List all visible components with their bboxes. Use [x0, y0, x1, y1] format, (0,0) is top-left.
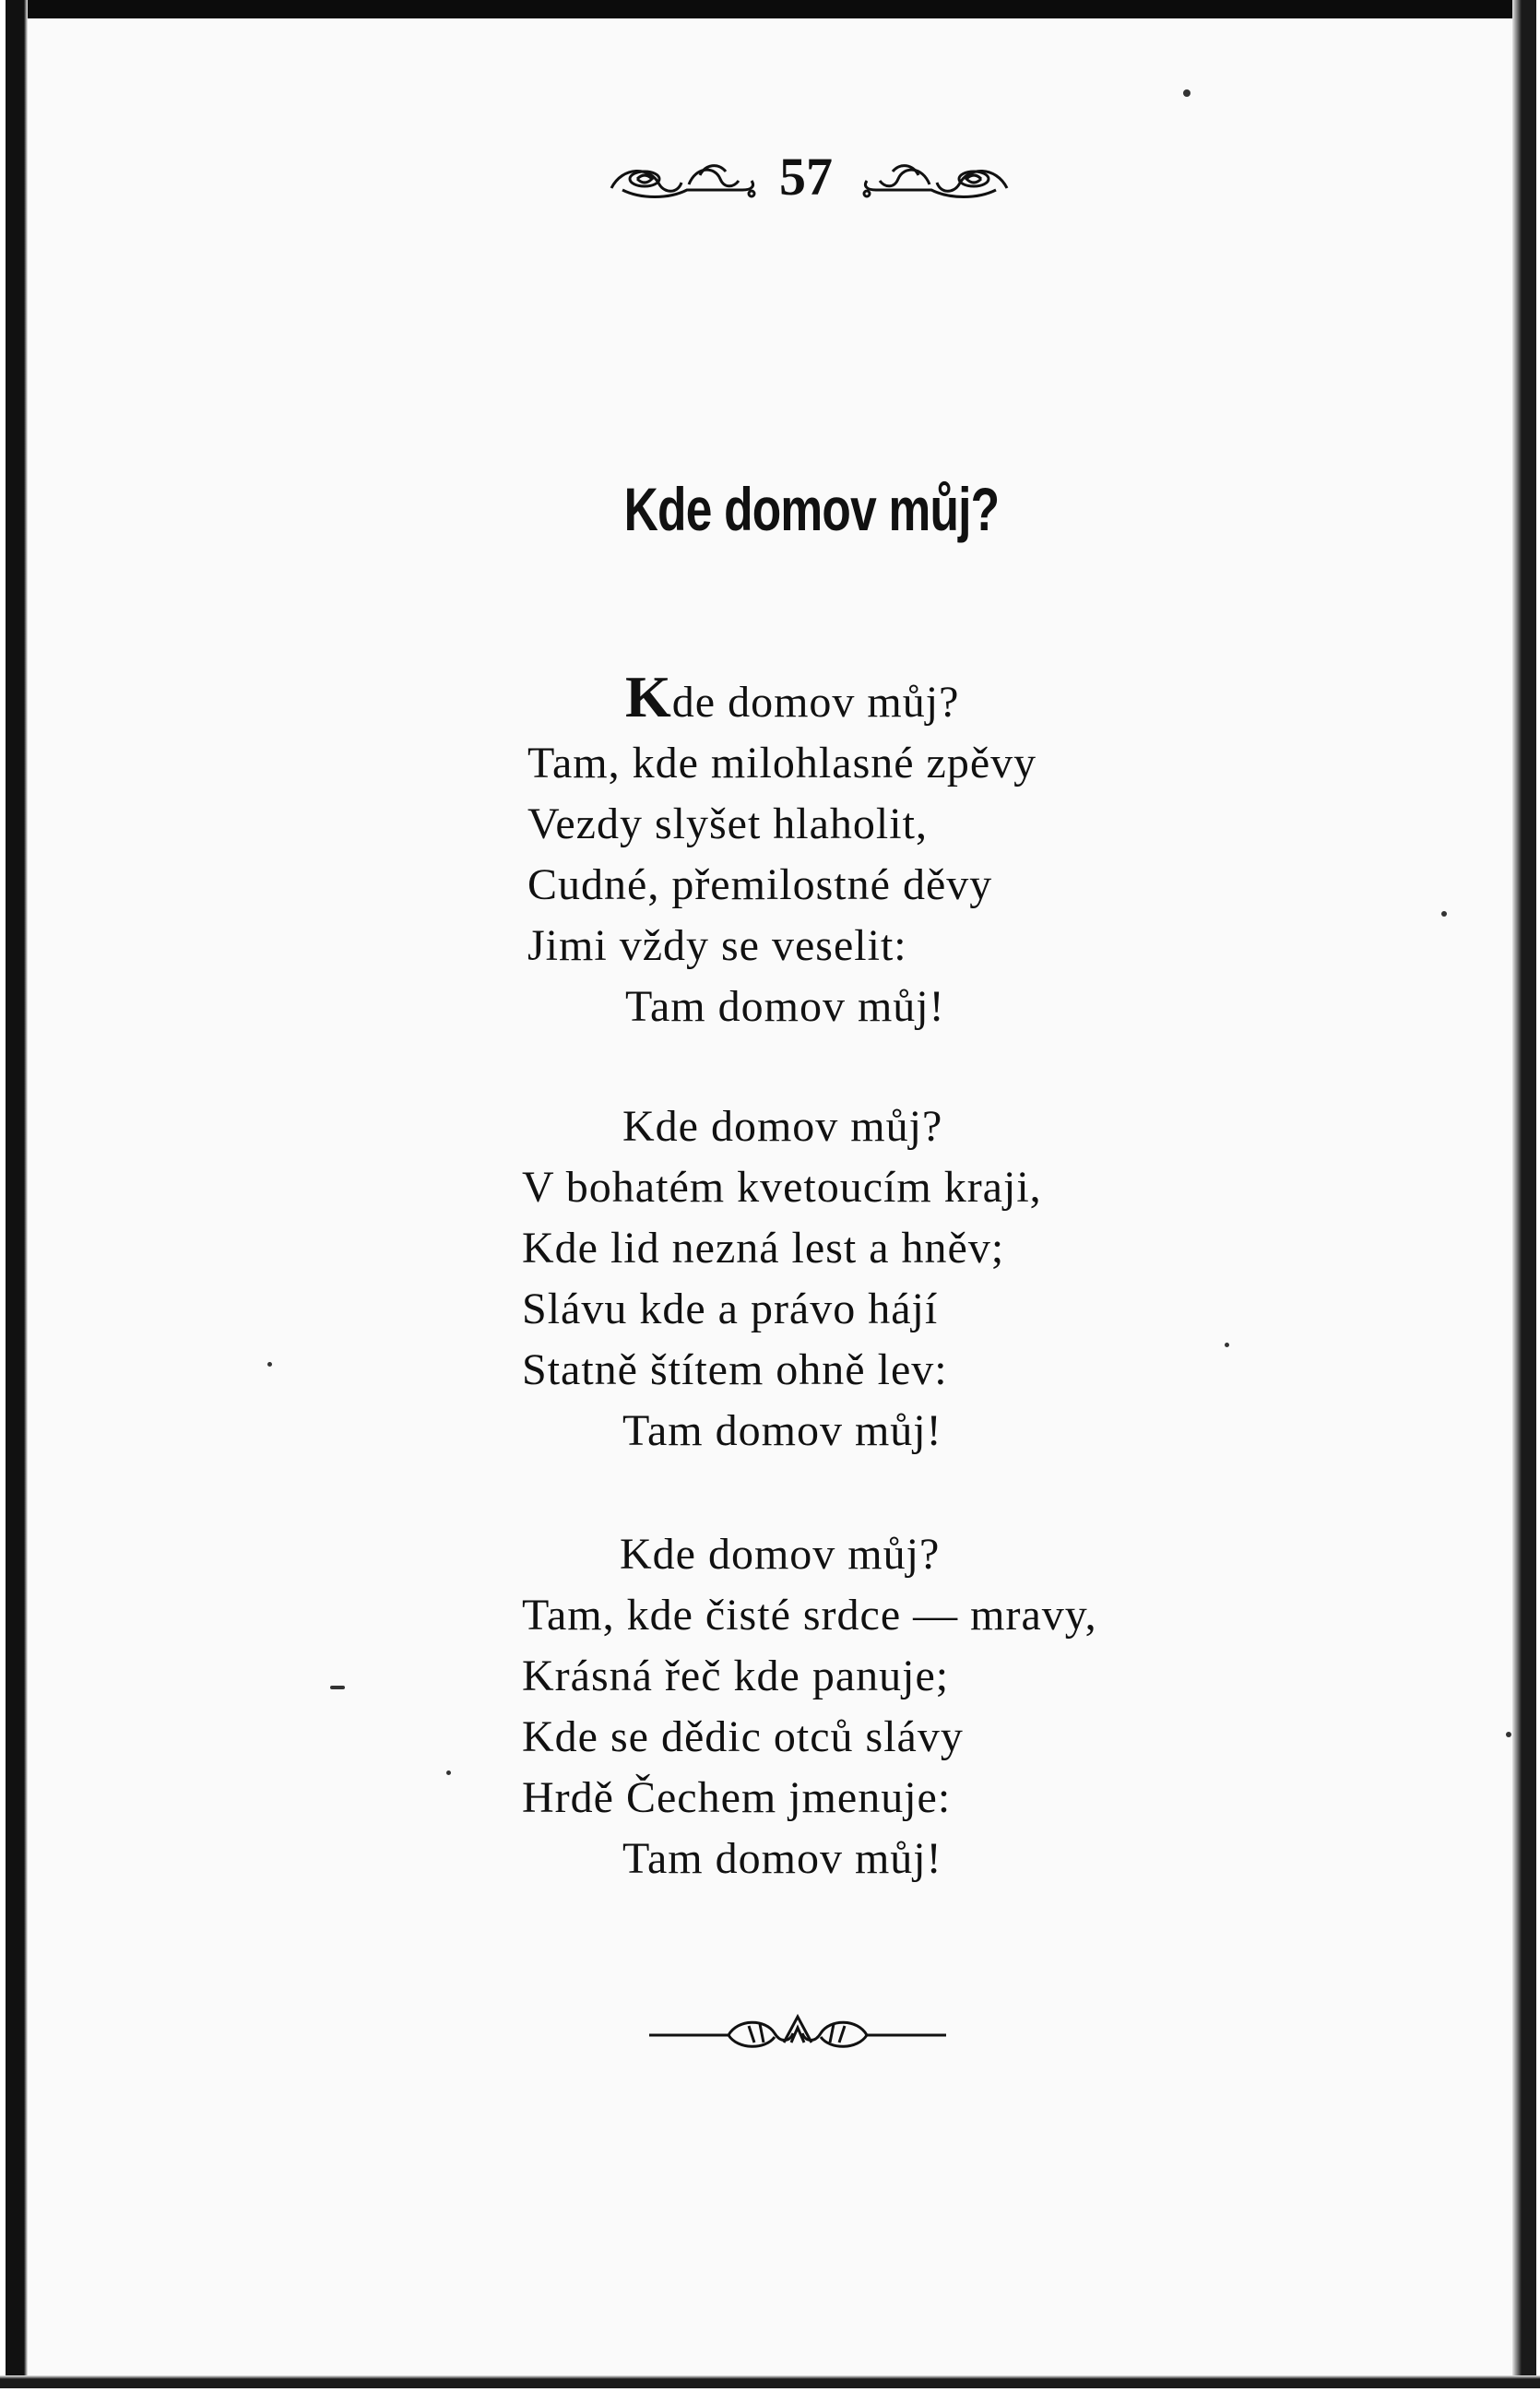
page-header [0, 148, 1540, 212]
poem-line: Tam domov můj! [625, 982, 945, 1031]
poem-line: Kde se dědic otců slávy [522, 1712, 964, 1761]
poem-line: Kde domov můj? [620, 1530, 941, 1579]
poem-line: V bohatém kvetoucím kraji, [522, 1163, 1042, 1212]
poem-line: Slávu kde a právo hájí [522, 1285, 939, 1333]
floral-ornament-icon [604, 148, 761, 203]
scan-speck [1506, 1732, 1511, 1737]
scan-speck [1225, 1343, 1229, 1347]
poem-line: Tam domov můj! [622, 1834, 942, 1883]
scroll-ornament-icon [646, 2006, 950, 2061]
poem-line: Kde lid nezná lest a hněv; [522, 1224, 1005, 1273]
poem-line: Jimi vždy se veselit: [527, 921, 907, 970]
poem-line: Statně štítem ohně lev: [522, 1345, 948, 1394]
scan-edge-bottom [0, 2375, 1540, 2392]
poem-title: Kde domov můj? [623, 475, 1000, 543]
scan-edge-top [0, 0, 1540, 18]
scan-speck [1441, 911, 1447, 917]
poem-line: Kde domov můj? [622, 1102, 943, 1151]
poem-line: Tam domov můj! [622, 1406, 942, 1455]
poem-line: Tam, kde čisté srdce — mravy, [522, 1591, 1097, 1640]
scan-speck [446, 1770, 451, 1775]
poem-line: Krásná řeč kde panuje; [522, 1652, 950, 1700]
poem-line: Kde domov můj? [625, 664, 960, 729]
poem-line: Cudné, přemilostné děvy [527, 860, 993, 909]
scan-edge-left [0, 0, 28, 2392]
floral-ornament-icon [858, 148, 1014, 203]
scan-speck [267, 1362, 272, 1367]
drop-cap: K [625, 664, 672, 729]
poem-line: Vezdy slyšet hlaholit, [527, 799, 928, 848]
scan-speck [330, 1686, 345, 1689]
page-number: 57 [779, 147, 833, 207]
poem-line: Tam, kde milohlasné zpěvy [527, 739, 1037, 787]
poem-line: Hrdě Čechem jmenuje: [522, 1773, 952, 1822]
scan-speck [1183, 89, 1191, 97]
scan-edge-right [1512, 0, 1540, 2392]
